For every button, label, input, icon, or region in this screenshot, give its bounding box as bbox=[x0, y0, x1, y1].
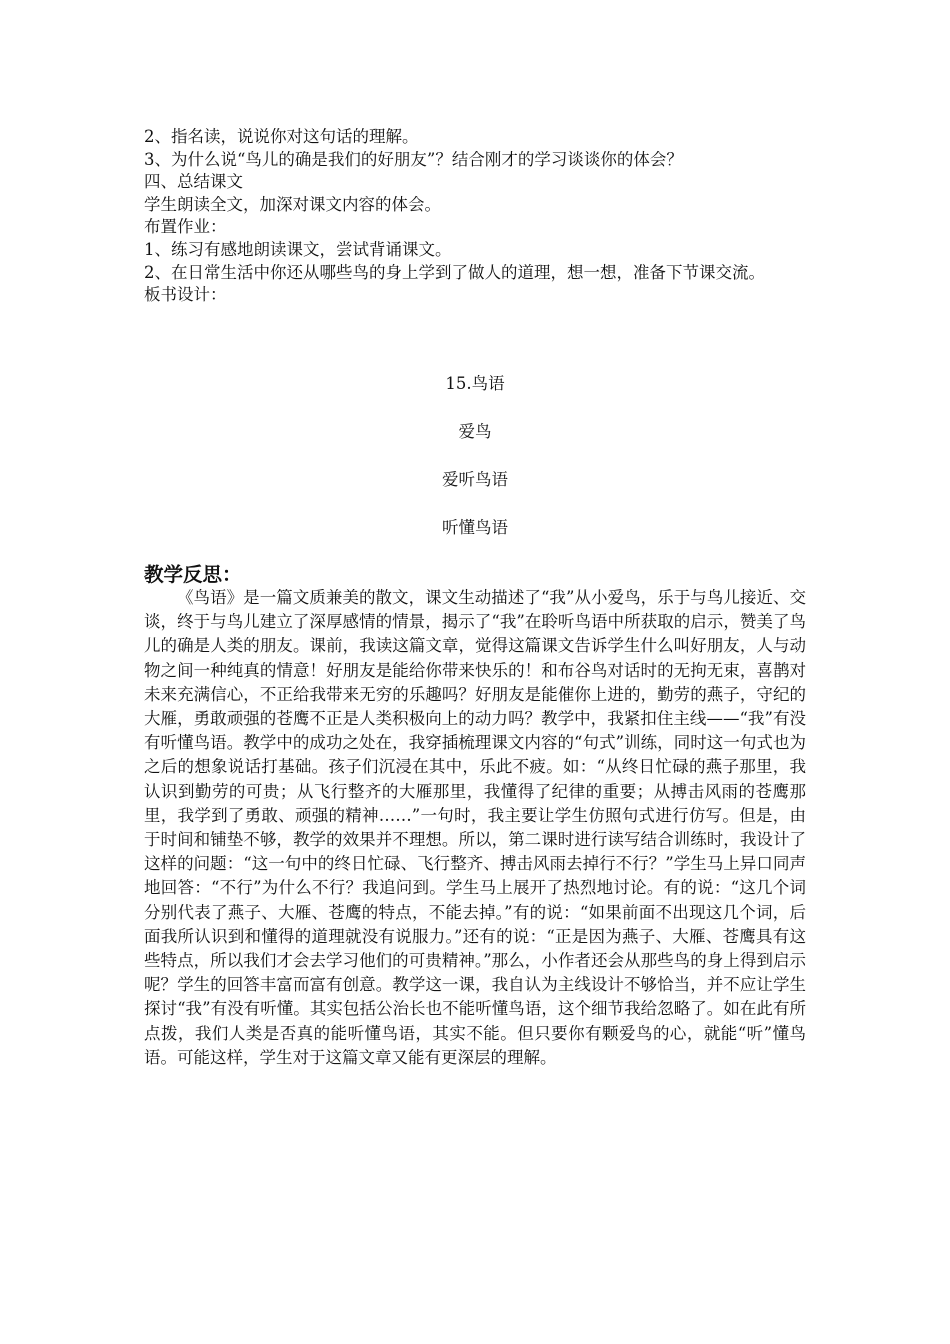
question-3-line: 3、为什么说“鸟儿的确是我们的好朋友”？结合刚才的学习谈谈你的体会？ bbox=[144, 149, 683, 169]
board-line-love-listening: 爱听鸟语 bbox=[442, 470, 508, 489]
board-line-understand: 听懂鸟语 bbox=[442, 518, 508, 537]
lesson-end-section bbox=[144, 126, 824, 307]
board-line-love-birds: 爱鸟 bbox=[458, 422, 492, 441]
question-2-line: 2、指名读，说说你对这句话的理解。 bbox=[144, 127, 419, 146]
board-title: 15.鸟语 bbox=[445, 374, 505, 393]
homework-heading: 布置作业： bbox=[144, 217, 227, 237]
reflection-body: 《鸟语》是一篇文质兼美的散文，课文生动描述了“我”从小爱鸟，乐于与鸟儿接近、交谈，终于与鸟儿建立了深厚感情的情景，揭示了“我”在聆听鸟语中所获取的启示，赞美了鸟儿的确是人类的朋友。课前，我读这篇文章，觉得这篇课文告诉学生什么叫好朋友，人与动物之间一种纯真的情意！好朋友是能给你带来快乐的！和布谷鸟对话时的无拘无束，喜鹊对未来充满信心，不正给我带来无穷的乐趣吗？好朋友是能催你上进的，勤劳的燕子，守纪的大雁，勇敢顽强的苍鹰不正是人类积极向上的动力吗？教学中，我紧扣住主线——“我”有没有听懂鸟语。教学中的成功之处在，我穿插梳理课文内容的“句式”训练，同时这一句式也为之后的想象说话打基础。孩子们沉浸在其中，乐此不疲。如：“从终日忙碌的燕子那里，我认识到勤劳的可贵；从飞行整齐的大雁那里，我懂得了纪律的重要；从搏击风雨的苍鹰那里，我学到了勇敢、顽强的精神……”一句时，我主要让学生仿照句式进行仿写。但是，由于时间和铺垫不够，教学的效果并不理想。所以，第二课时进行读写结合训练时，我设计了这样的问题：“这一句中的终日忙碌、飞行整齐、搏击风雨去掉行不行？”学生马上异口同声地回答：“不行”为什么不行？我追问到。学生马上展开了热烈地讨论。有的说：“这几个词分别代表了燕子、大雁、苍鹰的特点，不能去掉。”有的说：“如果前面不出现这几个词，后面我所认识到和懂得的道理就没有说服力。”还有的说：“正是因为燕子、大雁、苍鹰具有这些特点，所以我们才会去学习他们的可贵精神。”那么，小作者还会从那些鸟的身上得到启示呢？学生的回答丰富而富有创意。教学这一课，我自认为主线设计不够恰当，并不应让学生探讨“我”有没有听懂。其实包括公治长也不能听懂鸟语，这个细节我给忽略了。如在此有所点拨，我们人类是否真的能听懂鸟语，其实不能。但只要你有颗爱鸟的心，就能“听”懂鸟语。可能这样，学生对于这篇文章又能有更深层的理解。 bbox=[144, 588, 806, 1067]
section-heading-summary: 四、总结课文 bbox=[144, 172, 243, 192]
homework-item-1: 1、练习有感地朗读课文，尝试背诵课文。 bbox=[144, 239, 452, 259]
reflection-heading: 教学反思： bbox=[144, 563, 242, 586]
homework-item-2: 2、在日常生活中你还从哪些鸟的身上学到了做人的道理，想一想，准备下节课交流。 bbox=[144, 262, 765, 282]
summary-text: 学生朗读全文，加深对课文内容的体会。 bbox=[144, 194, 441, 214]
board-design-heading: 板书设计： bbox=[144, 285, 227, 305]
